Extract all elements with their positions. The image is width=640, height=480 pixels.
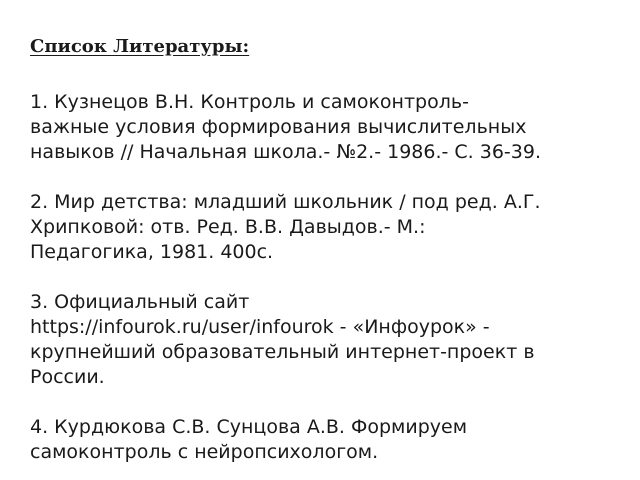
list-item [30,90,630,165]
reference-text-line: Педагогика, 1981. 400с. [30,241,274,263]
reference-text-line: России. [30,366,105,388]
reference-text-line: важные условия формирования вычислительных [30,116,527,138]
list-item [30,290,630,390]
reference-text-line: навыков // Начальная школа.- №2.- 1986.- С. 36-39. [30,141,541,163]
reference-text-line: крупнейший образовательный интернет-проект в [30,341,535,363]
reference-text-line: 3. Официальный сайт [30,291,250,313]
reference-text-line: 1. Кузнецов В.Н. Контроль и самоконтроль- [30,91,469,113]
document-content [30,34,630,465]
page-title: Список Литературы: [30,36,250,57]
reference-text-line: 4. Курдюкова С.В. Сунцова А.В. Формируем [30,416,468,438]
list-item [30,415,630,465]
reference-link-line: https://infourok.ru/user/infourok - «Инфоурок» - [30,316,490,338]
reference-text-line: Хрипковой: отв. Ред. В.В. Давыдов.- М.: [30,216,426,238]
list-item [30,190,630,265]
reference-text-line: 2. Мир детства: младший школьник / под ред. А.Г. [30,191,541,213]
reference-text-line: самоконтроль с нейропсихологом. [30,441,379,463]
reference-list [30,90,630,465]
